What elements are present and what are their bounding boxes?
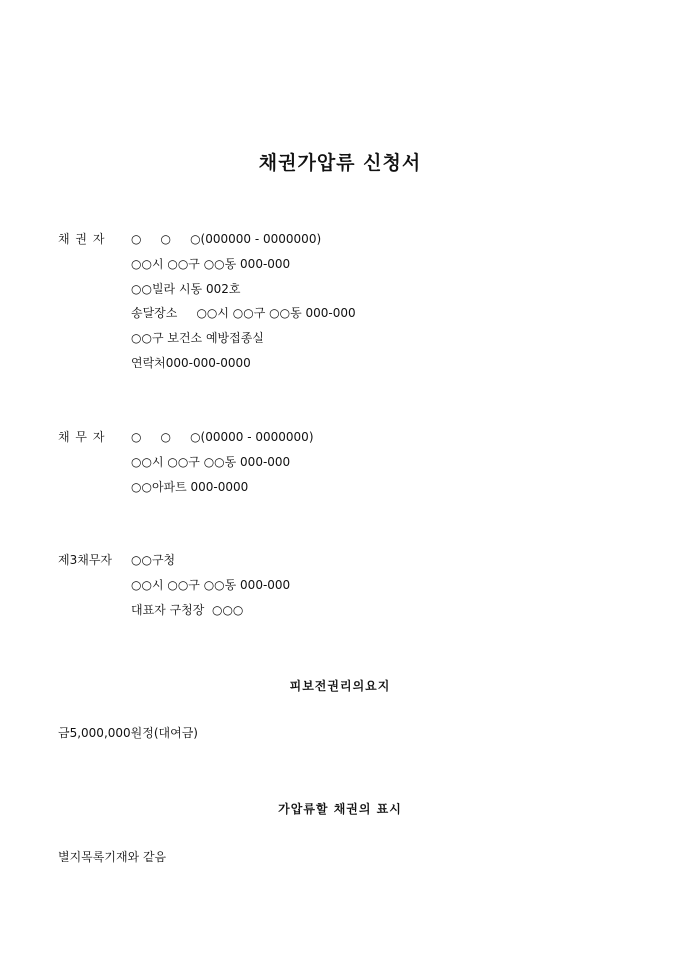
debtor-name-line: ○ ○ ○(00000 - 0000000) bbox=[131, 430, 314, 444]
creditor-address-detail-line: ○○빌라 시동 002호 bbox=[131, 282, 241, 296]
third-debtor-name-line: ○○구청 bbox=[131, 553, 176, 567]
debtor-address-detail-line: ○○아파트 000-0000 bbox=[131, 480, 249, 494]
debtor-label: 채 무 자 bbox=[58, 430, 106, 444]
attached-claim-text: 별지목록기재와 같음 bbox=[58, 850, 167, 864]
creditor-name-line: ○ ○ ○(000000 - 0000000) bbox=[131, 232, 322, 246]
creditor-service-place-line: ○○구 보건소 예방접종실 bbox=[131, 331, 264, 345]
secured-claim-text: 금5,000,000원정(대여금) bbox=[58, 726, 198, 740]
third-debtor-representative-line: 대표자 구청장 ○○○ bbox=[131, 603, 244, 617]
creditor-contact-line: 연락처000-000-0000 bbox=[131, 356, 251, 370]
debtor-address-line: ○○시 ○○구 ○○동 000-000 bbox=[131, 455, 291, 469]
document-title: 채권가압류 신청서 bbox=[258, 152, 422, 174]
third-debtor-address-line: ○○시 ○○구 ○○동 000-000 bbox=[131, 578, 291, 592]
attached-claim-heading: 가압류할 채권의 표시 bbox=[278, 802, 402, 816]
secured-claim-heading: 피보전권리의요지 bbox=[289, 679, 391, 693]
creditor-address-line: ○○시 ○○구 ○○동 000-000 bbox=[131, 257, 291, 271]
creditor-label: 채 권 자 bbox=[58, 232, 106, 246]
creditor-service-address-line: 송달장소 ○○시 ○○구 ○○동 000-000 bbox=[131, 306, 356, 320]
third-debtor-label: 제3채무자 bbox=[58, 553, 113, 567]
